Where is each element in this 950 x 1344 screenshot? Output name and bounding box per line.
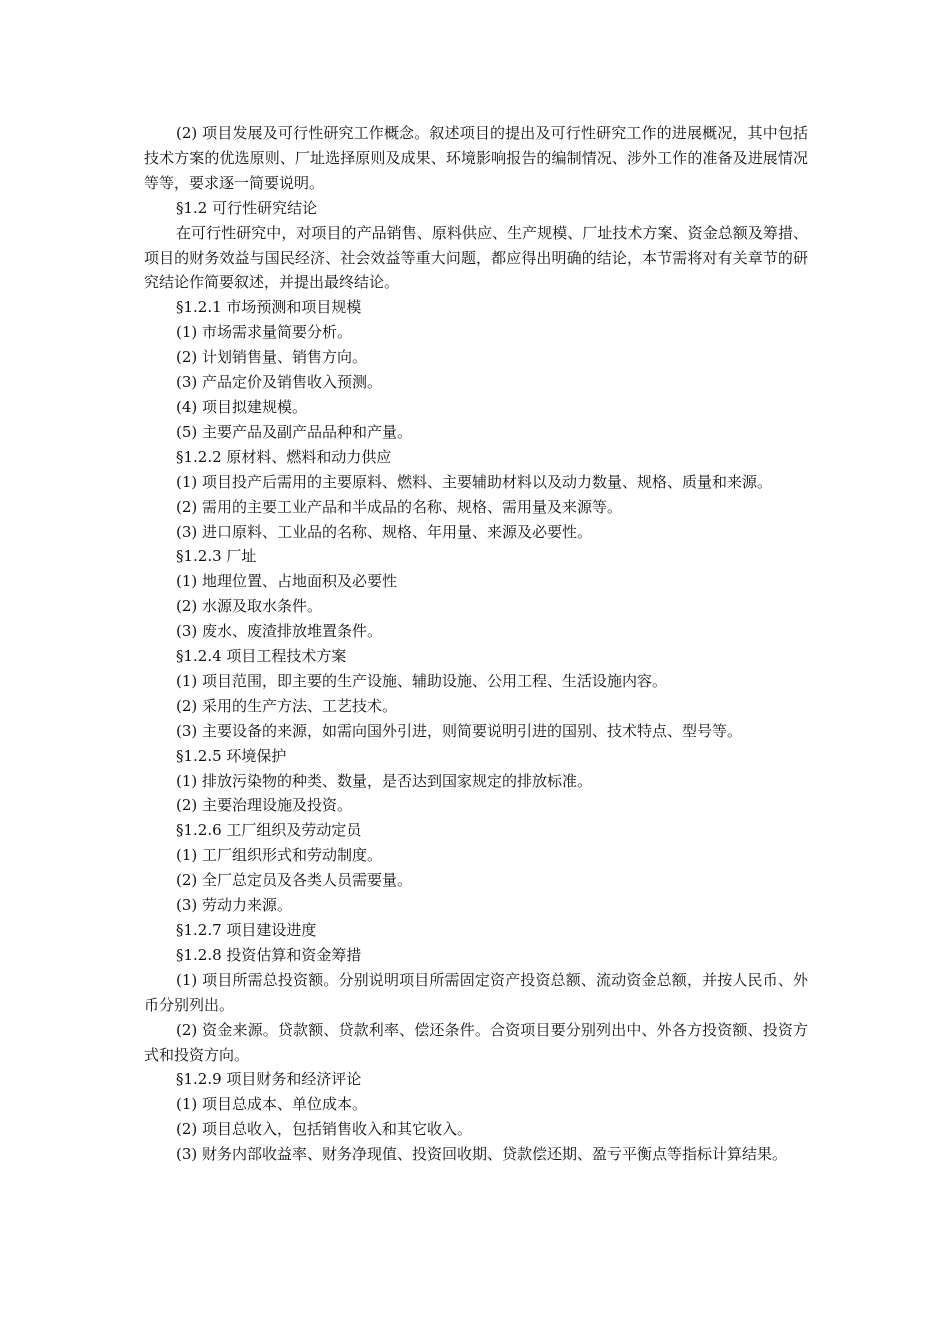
list-item: (1) 项目投产后需用的主要原料、燃料、主要辅助材料以及动力数量、规格、质量和来源。 <box>176 472 773 491</box>
list-item: (2) 主要治理设施及投资。 <box>176 796 353 815</box>
list-item: (2) 全厂总定员及各类人员需要量。 <box>176 871 413 890</box>
heading-1-2: §1.2 可行性研究结论 <box>176 198 318 217</box>
list-item: (3) 主要设备的来源，如需向国外引进，则简要说明引进的国别、技术特点、型号等。 <box>176 721 743 740</box>
list-item: (2) 需用的主要工业产品和半成品的名称、规格、需用量及来源等。 <box>176 497 623 516</box>
list-item: (5) 主要产品及副产品品种和产量。 <box>176 422 413 441</box>
heading-1-2-2: §1.2.2 原材料、燃料和动力供应 <box>176 447 392 466</box>
list-item: (2) 水源及取水条件。 <box>176 597 323 616</box>
list-item: (1) 项目范围，即主要的生产设施、辅助设施、公用工程、生活设施内容。 <box>176 671 668 690</box>
list-item: (2) 项目总收入，包括销售收入和其它收入。 <box>176 1120 473 1139</box>
heading-1-2-8: §1.2.8 投资估算和资金筹措 <box>176 945 362 964</box>
heading-1-2-6: §1.2.6 工厂组织及劳动定员 <box>176 821 362 840</box>
list-item: (1) 排放污染物的种类、数量，是否达到国家规定的排放标准。 <box>176 771 593 790</box>
list-item: (3) 劳动力来源。 <box>176 896 293 915</box>
heading-1-2-7: §1.2.7 项目建设进度 <box>176 921 317 939</box>
paragraph-project-development: (2) 项目发展及可行性研究工作概念。叙述项目的提出及可行性研究工作的进展概况，其中包括技术方案的优选原则、厂址选择原则及成果、环境影响报告的编制情况、涉外工作的准备及进展情况等等，要求逐一简要说明。 <box>144 124 808 192</box>
list-item: (2) 资金来源。贷款额、贷款利率、偿还条件。合资项目要分别列出中、外各方投资额、投资方式和投资方向。 <box>144 1020 808 1064</box>
list-item: (3) 产品定价及销售收入预测。 <box>176 373 383 392</box>
list-item: (3) 废水、废渣排放堆置条件。 <box>176 622 383 641</box>
heading-1-2-3: §1.2.3 厂址 <box>176 547 257 566</box>
list-item: (1) 项目总成本、单位成本。 <box>176 1095 368 1114</box>
list-item: (3) 进口原料、工业品的名称、规格、年用量、来源及必要性。 <box>176 522 593 541</box>
heading-1-2-9: §1.2.9 项目财务和经济评论 <box>176 1070 362 1089</box>
document-page <box>144 121 808 1167</box>
heading-1-2-5: §1.2.5 环境保护 <box>176 746 287 765</box>
list-item: (2) 采用的生产方法、工艺技术。 <box>176 696 398 715</box>
list-item: (1) 地理位置、占地面积及必要性 <box>176 572 398 591</box>
list-item: (4) 项目拟建规模。 <box>176 397 308 416</box>
paragraph-conclusion-intro: 在可行性研究中，对项目的产品销售、原料供应、生产规模、厂址技术方案、资金总额及筹措、项目的财务效益与国民经济、社会效益等重大问题，都应得出明确的结论，本节需将对有关章节的研究结论作简要叙述，并提出最终结论。 <box>144 223 808 292</box>
list-item: (3) 财务内部收益率、财务净现值、投资回收期、贷款偿还期、盈亏平衡点等指标计算结果。 <box>176 1145 788 1164</box>
list-item: (1) 工厂组织形式和劳动制度。 <box>176 846 383 865</box>
heading-1-2-4: §1.2.4 项目工程技术方案 <box>176 647 347 666</box>
list-item: (1) 项目所需总投资额。分别说明项目所需固定资产投资总额、流动资金总额，并按人民币、外币分别列出。 <box>144 970 808 1014</box>
list-item: (2) 计划销售量、销售方向。 <box>176 348 368 367</box>
list-item: (1) 市场需求量简要分析。 <box>176 323 353 342</box>
heading-1-2-1: §1.2.1 市场预测和项目规模 <box>176 298 362 317</box>
